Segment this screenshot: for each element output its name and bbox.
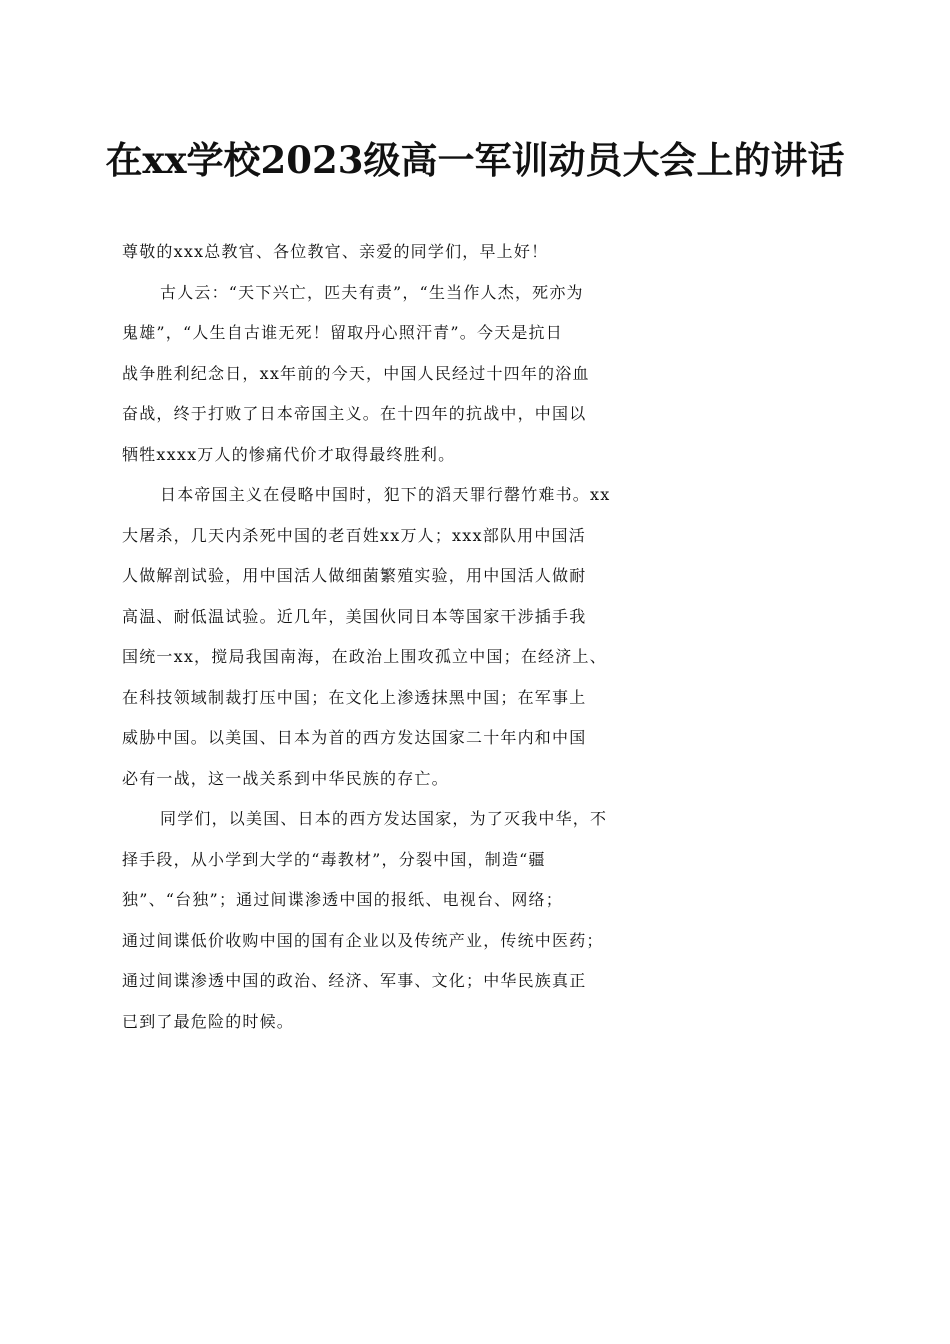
document-body <box>122 232 834 1042</box>
document-title: 在xx学校2023级高一军训动员大会上的讲话 <box>105 138 845 182</box>
text-line: 高温、耐低温试验。近几年，美国伙同日本等国家干涉插手我 <box>122 606 587 626</box>
text-line: 在科技领域制裁打压中国；在文化上渗透抹黑中国；在军事上 <box>122 687 587 707</box>
text-line: 必有一战，这一战关系到中华民族的存亡。 <box>122 768 449 788</box>
text-line: 国统一xx，搅局我国南海，在政治上围攻孤立中国；在经济上、 <box>122 647 607 666</box>
text-line: 已到了最危险的时候。 <box>122 1011 295 1031</box>
text-line: 威胁中国。以美国、日本为首的西方发达国家二十年内和中国 <box>122 728 587 747</box>
text-line: 独”、“台独”；通过间谍渗透中国的报纸、电视台、网络； <box>122 890 563 909</box>
text-line: 择手段，从小学到大学的“毒教材”，分裂中国，制造“疆 <box>122 849 546 869</box>
text-line: 古人云：“天下兴亡，匹夫有责”，“生当作人杰，死亦为 <box>160 282 584 302</box>
text-line: 同学们，以美国、日本的西方发达国家，为了灭我中华，不 <box>160 809 608 828</box>
text-line: 日本帝国主义在侵略中国时，犯下的滔天罪行罄竹难书。xx <box>160 485 611 504</box>
text-line: 牺牲xxxx万人的惨痛代价才取得最终胜利。 <box>122 444 456 464</box>
text-line: 通过间谍低价收购中国的国有企业以及传统产业，传统中医药； <box>122 930 604 950</box>
text-line: 战争胜利纪念日，xx年前的今天，中国人民经过十四年的浴血 <box>122 363 590 383</box>
text-line: 人做解剖试验，用中国活人做细菌繁殖实验，用中国活人做耐 <box>122 566 587 585</box>
text-line: 鬼雄”，“人生自古谁无死！留取丹心照汗青”。今天是抗日 <box>122 323 563 342</box>
text-line: 大屠杀，几天内杀死中国的老百姓xx万人；xxx部队用中国活 <box>122 525 586 545</box>
text-line: 通过间谍渗透中国的政治、经济、军事、文化；中华民族真正 <box>122 971 587 990</box>
text-line: 奋战，终于打败了日本帝国主义。在十四年的抗战中，中国以 <box>122 404 587 423</box>
text-line: 尊敬的xxx总教官、各位教官、亲爱的同学们，早上好！ <box>122 242 549 261</box>
